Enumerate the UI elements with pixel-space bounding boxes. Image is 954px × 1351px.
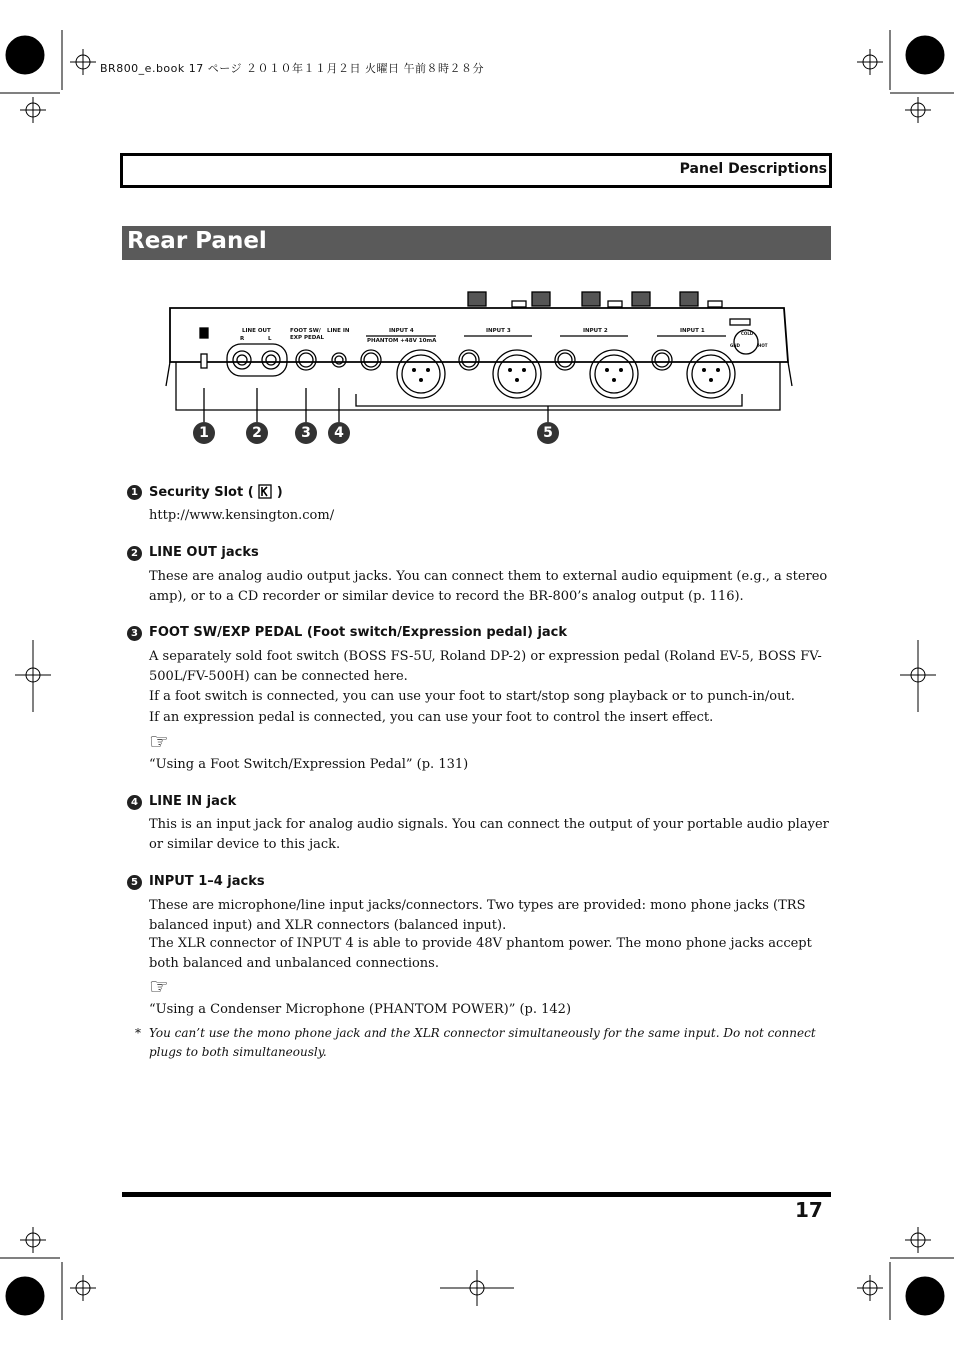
- paragraph: http://www.kensington.com/: [149, 508, 335, 523]
- item-number: 5: [127, 875, 142, 890]
- paragraph: These are analog audio output jacks. You can connect them to external audio equipment (e.g., a stereo amp), or to a CD recorder or similar device to record the BR-800’s analog output (p. 116).: [149, 569, 828, 604]
- footer-rule: [122, 1192, 831, 1197]
- knob: [582, 292, 600, 306]
- running-header-box: [120, 153, 832, 188]
- label-input4: INPUT 4: [389, 328, 414, 334]
- label-input1: INPUT 1: [680, 328, 705, 334]
- callout-5: 5: [537, 422, 559, 444]
- reference: “Using a Condenser Microphone (PHANTOM POWER)” (p. 142): [149, 1002, 572, 1017]
- label-l: L: [268, 336, 272, 342]
- paragraph: If an expression pedal is connected, you can use your foot to control the insert effect.: [149, 710, 714, 725]
- running-header: Panel Descriptions: [679, 161, 827, 177]
- note-mark: *: [135, 1026, 141, 1040]
- page-number: 17: [795, 1198, 823, 1222]
- label-input2: INPUT 2: [583, 328, 608, 334]
- paragraph: If a foot switch is connected, you can use your foot to start/stop song playback or to punch-in/out.: [149, 689, 795, 704]
- knob: [532, 292, 550, 306]
- knob: [632, 292, 650, 306]
- paragraph: A separately sold foot switch (BOSS FS-5U, Roland DP-2) or expression pedal (Roland EV-5, BOSS FV-500L/FV-500H) can be connected here.: [149, 649, 822, 684]
- section-bar: [122, 226, 831, 260]
- paragraph: These are microphone/line input jacks/connectors. Two types are provided: mono phone jacks (TRS balanced input) and XLR connectors (balanced input).: [149, 898, 806, 933]
- callout-4: 4: [328, 422, 350, 444]
- knob: [468, 292, 486, 306]
- note: You can’t use the mono phone jack and the XLR connector simultaneously for the same input. Do not connect plugs to both simultaneously.: [149, 1026, 816, 1059]
- reference-hand-icon: ☞: [149, 730, 169, 755]
- label-exp-pedal: EXP PEDAL: [290, 335, 325, 341]
- print-header: BR800_e.book 17 ページ ２０１０年１１月２日 火曜日 午前８時２８分: [100, 62, 485, 75]
- kensington-lock-icon: [258, 484, 272, 499]
- paragraph: The XLR connector of INPUT 4 is able to provide 48V phantom power. The mono phone jacks accept both balanced and unbalanced connections.: [149, 936, 812, 971]
- knob: [680, 292, 698, 306]
- callout-2: 2: [246, 422, 268, 444]
- callout-1: 1: [193, 422, 215, 444]
- item-title-line-out: LINE OUT jacks: [149, 545, 259, 560]
- label-phantom: PHANTOM +48V 10mA: [367, 338, 437, 344]
- callout-3: 3: [295, 422, 317, 444]
- label-hot: HOT: [758, 343, 768, 348]
- item-number: 3: [127, 626, 142, 641]
- label-cold: COLD: [741, 331, 754, 336]
- item-number: 2: [127, 546, 142, 561]
- section-title: Rear Panel: [127, 228, 267, 254]
- item-title-line-in: LINE IN jack: [149, 794, 237, 809]
- item-number: 1: [127, 485, 142, 500]
- kensington-icon: [200, 328, 208, 338]
- label-gnd: GND: [730, 343, 740, 348]
- reference: “Using a Foot Switch/Expression Pedal” (p. 131): [149, 757, 469, 772]
- label-input3: INPUT 3: [486, 328, 511, 334]
- item-title-security-slot: Security Slot ( ): [149, 485, 283, 500]
- label-foot-sw: FOOT SW/: [290, 328, 321, 334]
- item-title-input: INPUT 1–4 jacks: [149, 874, 265, 889]
- label-line-out: LINE OUT: [242, 328, 271, 334]
- label-line-in: LINE IN: [327, 328, 350, 334]
- paragraph: This is an input jack for analog audio signals. You can connect the output of your portable audio player or similar device to this jack.: [149, 817, 829, 852]
- reference-hand-icon: ☞: [149, 975, 169, 1000]
- item-number: 4: [127, 795, 142, 810]
- item-title-foot-sw: FOOT SW/EXP PEDAL (Foot switch/Expression pedal) jack: [149, 625, 568, 640]
- label-r: R: [240, 336, 245, 342]
